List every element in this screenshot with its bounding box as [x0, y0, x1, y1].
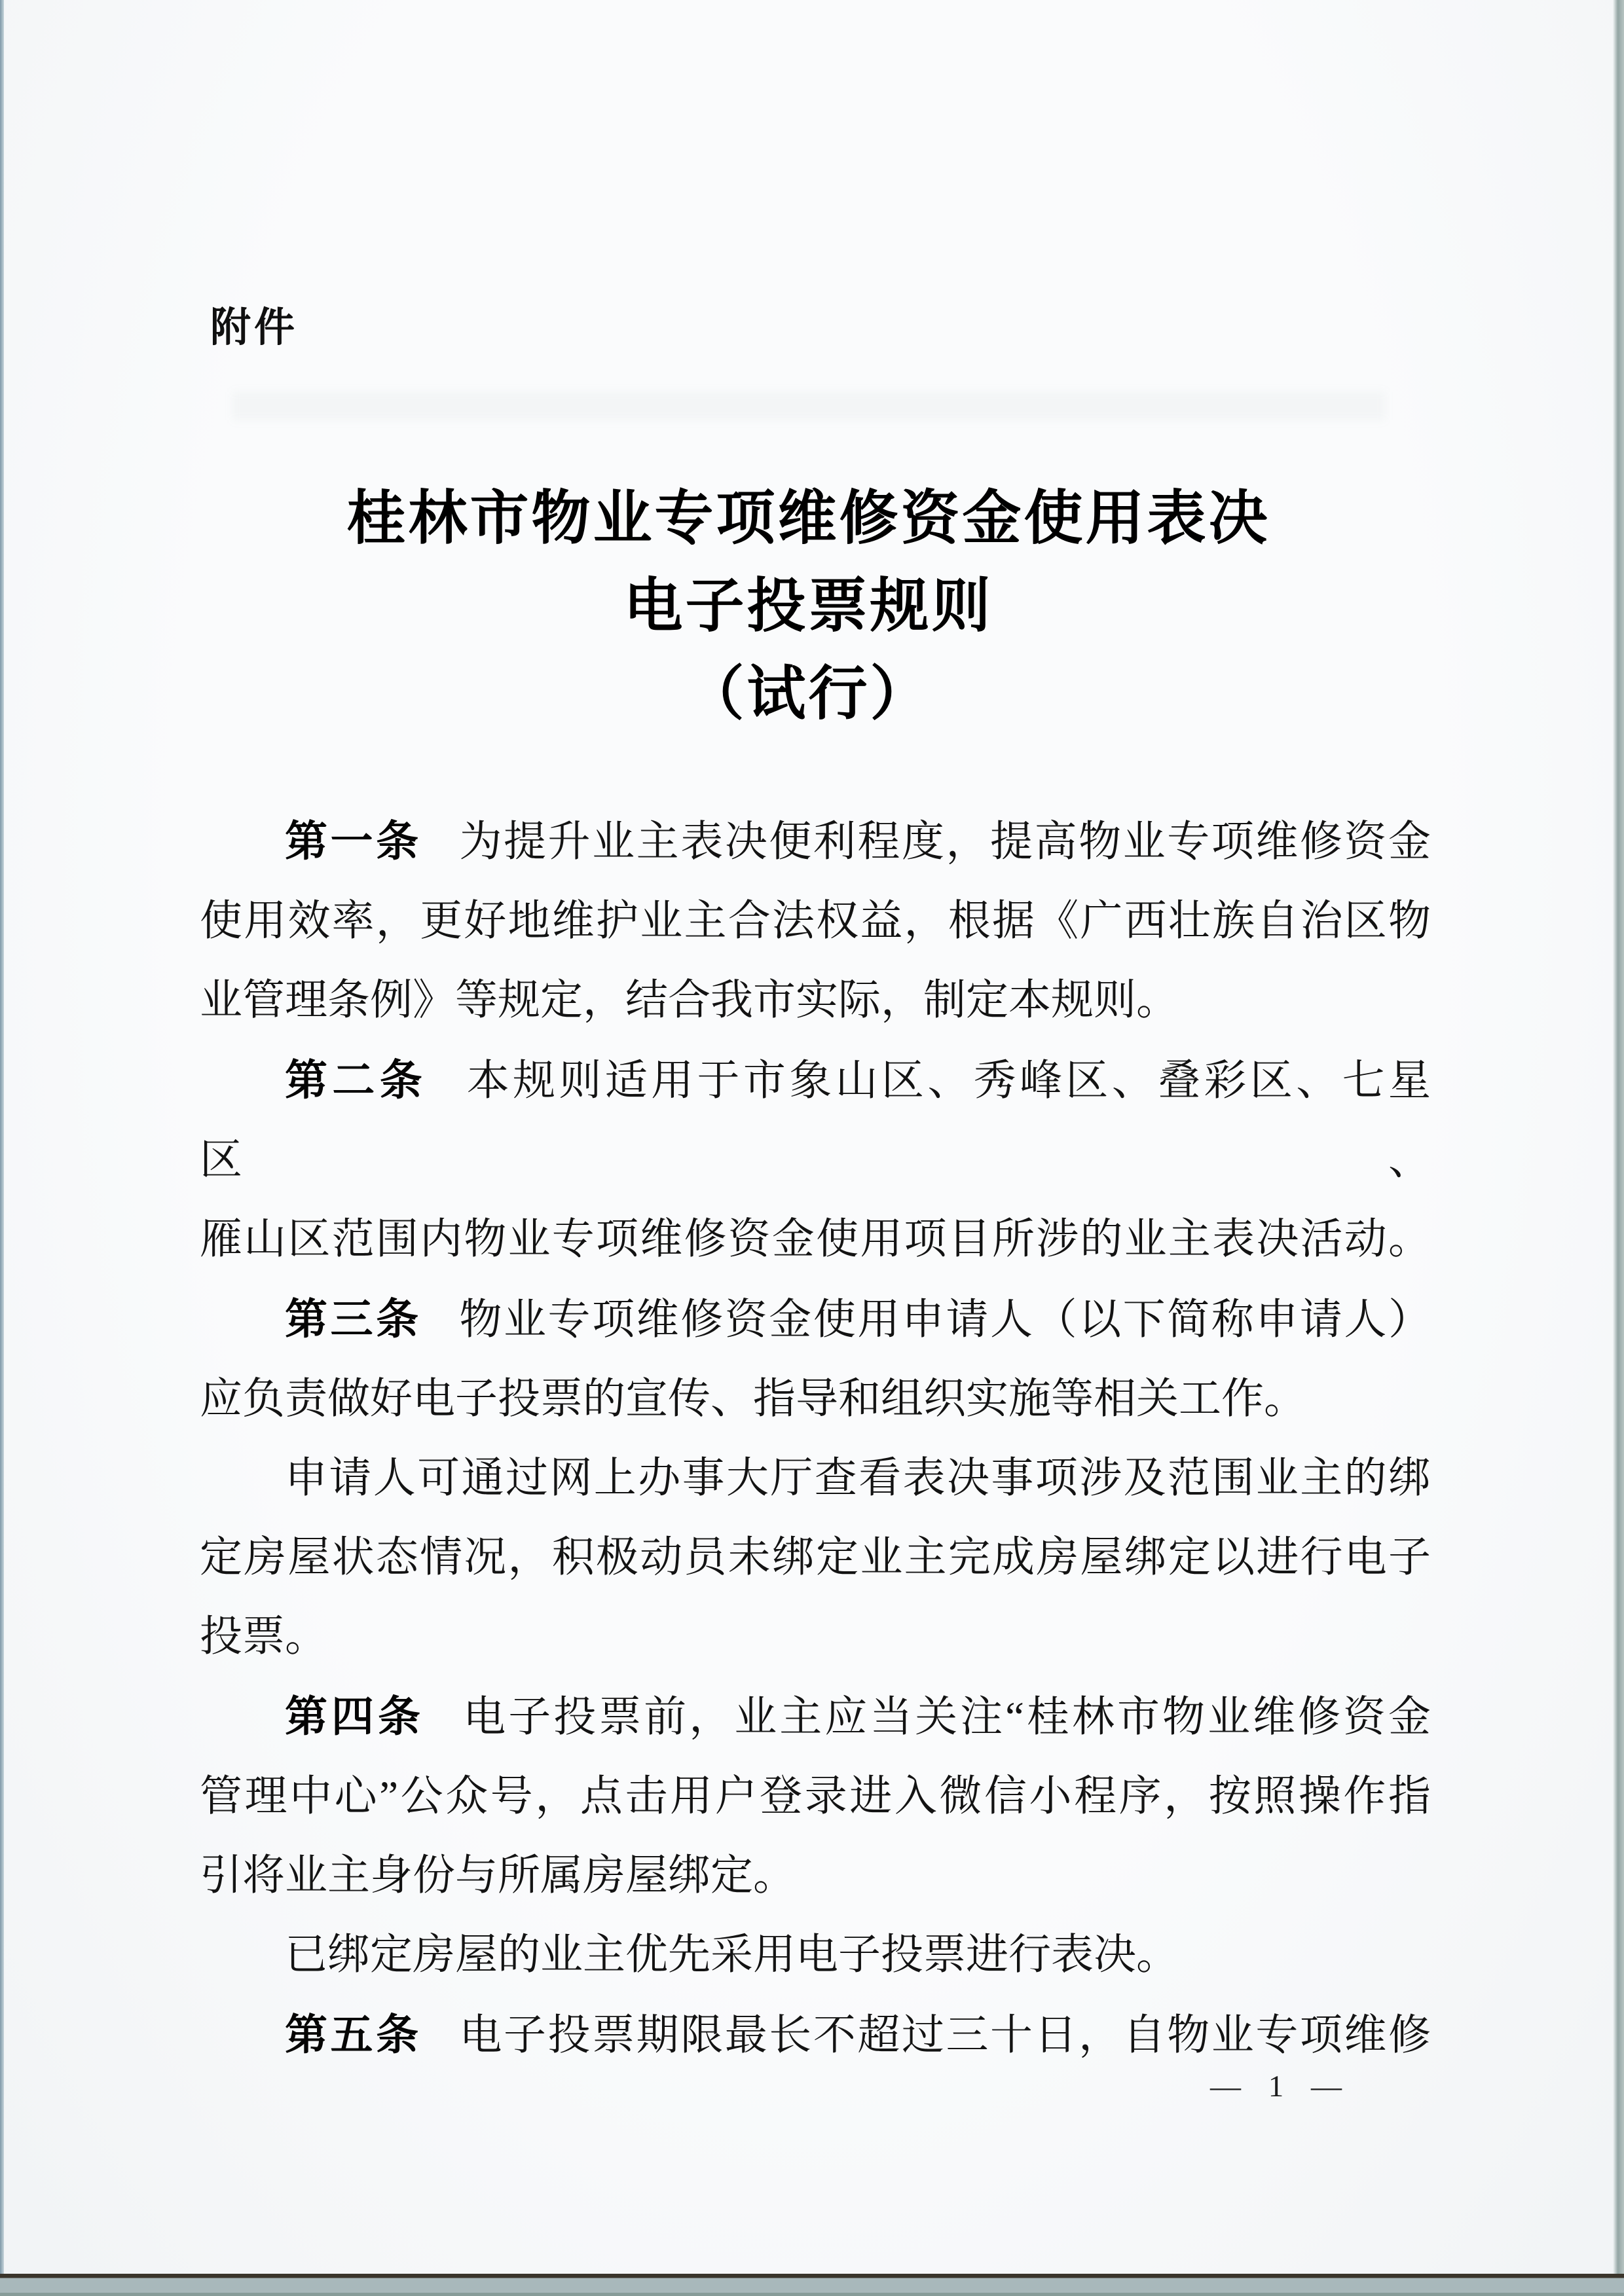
body-line	[200, 1040, 1431, 1200]
body-line-text: 申请人可通过网上办事大厅查看表决事项涉及范围业主的绑	[285, 1455, 1431, 1502]
article-label: 第一条	[285, 817, 422, 865]
body-line-text: 定房屋状态情况，积极动员未绑定业主完成房屋绑定以进行电子	[200, 1534, 1431, 1581]
body-line-text: 电子投票前，业主应当关注“桂林市物业维修资金	[460, 1694, 1431, 1741]
body-line	[200, 1439, 1431, 1518]
attachment-label: 附件	[210, 305, 299, 350]
document-page	[3, 0, 1614, 2274]
article-label: 第四条	[285, 1692, 424, 1740]
page-number: — 1 —	[1210, 2069, 1343, 2104]
body-line-text: 管理中心”公众号，点击用户登录进入微信小程序，按照操作指	[200, 1773, 1431, 1820]
body-line	[200, 1677, 1431, 1757]
article-label: 第三条	[285, 1295, 422, 1343]
body-line-text: 本规则适用于市象山区、秀峰区、叠彩区、七星区、	[200, 1057, 1431, 1184]
body-line-text: 为提升业主表决便利程度，提高物业专项维修资金	[457, 818, 1431, 866]
scan-edge-bottom	[0, 2274, 1624, 2296]
scan-edge-left	[0, 0, 4, 2296]
document-body	[200, 801, 1431, 2075]
body-line-text: 雁山区范围内物业专项维修资金使用项目所涉的业主表决活动。	[200, 1216, 1431, 1263]
body-line	[200, 1597, 1431, 1677]
article-label: 第二条	[285, 1056, 428, 1104]
body-line-text: 投票。	[200, 1613, 328, 1660]
body-line-text: 物业专项维修资金使用申请人（以下简称申请人）	[457, 1296, 1431, 1343]
article-label: 第五条	[285, 2011, 422, 2058]
body-line	[200, 882, 1431, 961]
title-line-3: （试行）	[685, 662, 932, 727]
body-line-text: 已绑定房屋的业主优先采用电子投票进行表决。	[285, 1931, 1179, 1978]
body-line	[200, 801, 1431, 882]
body-line-text: 电子投票期限最长不超过三十日，自物业专项维修	[457, 2012, 1431, 2059]
document-title	[3, 475, 1614, 738]
ink-bleed-artifact	[232, 392, 1385, 420]
body-line	[200, 1995, 1431, 2075]
body-line	[200, 1200, 1431, 1279]
body-line-text: 应负责做好电子投票的宣传、指导和组织实施等相关工作。	[200, 1376, 1307, 1423]
body-line-text: 引将业主身份与所属房屋绑定。	[200, 1852, 796, 1899]
body-line	[200, 961, 1431, 1040]
body-line	[200, 1916, 1431, 1995]
scan-edge-right	[1613, 0, 1624, 2274]
body-line-text: 使用效率，更好地维护业主合法权益，根据《广西壮族自治区物	[200, 898, 1431, 945]
body-line	[200, 1836, 1431, 1916]
body-line	[200, 1757, 1431, 1836]
title-line-2: 电子投票规则	[623, 574, 993, 639]
title-line-1: 桂林市物业专项维修资金使用表决	[346, 486, 1270, 551]
body-line	[200, 1360, 1431, 1439]
body-line	[200, 1518, 1431, 1597]
body-line	[200, 1279, 1431, 1360]
body-line-text: 业管理条例》等规定，结合我市实际，制定本规则。	[200, 977, 1179, 1024]
